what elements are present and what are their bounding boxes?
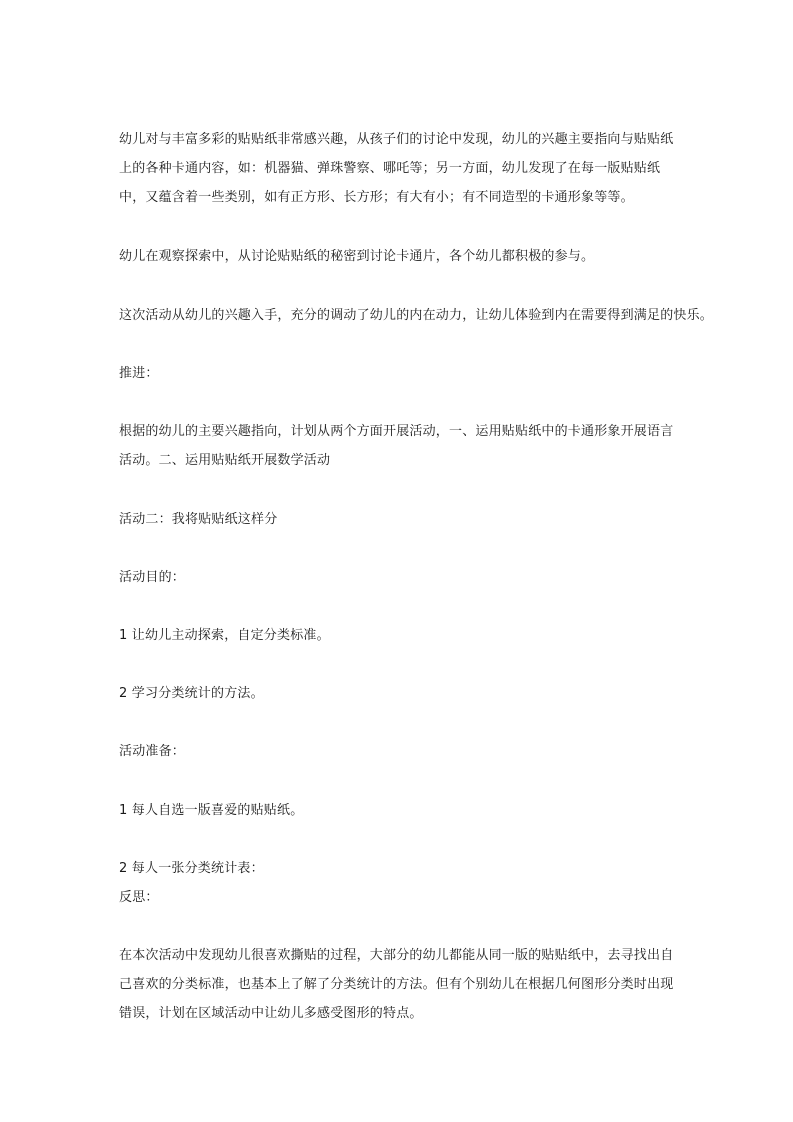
list-item-goal-1: 1 让幼儿主动探索，自定分类标准。 xyxy=(119,628,330,643)
heading-reflection: 反思： xyxy=(119,890,159,905)
heading-activity-two: 活动二：我将贴贴纸这样分 xyxy=(119,512,278,527)
paragraph-activity-summary: 这次活动从幼儿的兴趣入手，充分的调动了幼儿的内在动力，让幼儿体验到内在需要得到满足的快乐。 xyxy=(119,308,714,323)
paragraph-observation: 幼儿在观察探索中，从讨论贴贴纸的秘密到讨论卡通片，各个幼儿都积极的参与。 xyxy=(119,249,595,264)
heading-progress: 推进： xyxy=(119,366,159,381)
list-item-prep-2: 2 每人一张分类统计表： xyxy=(119,861,264,876)
heading-activity-goal: 活动目的： xyxy=(119,570,186,585)
heading-activity-preparation: 活动准备： xyxy=(119,744,186,759)
paragraph-plan: 根据的幼儿的主要兴趣指向，计划从两个方面开展活动，一、运用贴贴纸中的卡通形象开展语言活动。二、运用贴贴纸开展数学活动 xyxy=(119,424,674,468)
paragraph-reflection: 在本次活动中发现幼儿很喜欢撕贴的过程，大部分的幼儿都能从同一版的贴贴纸中，去寻找出自己喜欢的分类标准，也基本上了解了分类统计的方法。但有个别幼儿在根据几何图形分类时出现错误，计划在区域活动中让幼儿多感受图形的特点。 xyxy=(119,948,674,1021)
list-item-prep-1: 1 每人自选一版喜爱的贴贴纸。 xyxy=(119,803,304,818)
paragraph-sticker-interest: 幼儿对与丰富多彩的贴贴纸非常感兴趣，从孩子们的讨论中发现，幼儿的兴趣主要指向与贴贴纸上的各种卡通内容，如：机器猫、弹珠警察、哪吒等；另一方面，幼儿发现了在每一版贴贴纸中，又蕴含着一些类别，如有正方形、长方形；有大有小；有不同造型的卡通形象等等。 xyxy=(119,132,674,205)
list-item-goal-2: 2 学习分类统计的方法。 xyxy=(119,686,264,701)
